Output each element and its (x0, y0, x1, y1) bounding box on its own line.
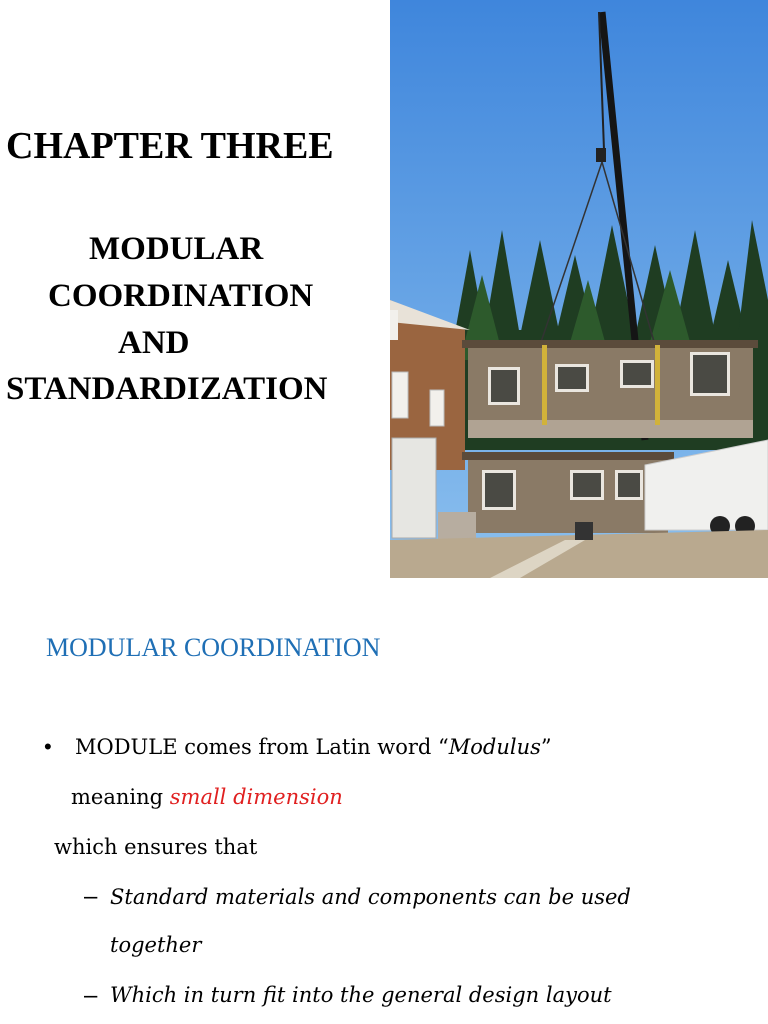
ensures-line: which ensures that (54, 835, 258, 859)
dash-icon: – (84, 883, 98, 910)
small-dimension-highlight: small dimension (169, 785, 343, 809)
sub-item-b: Which in turn fit into the general design layout (110, 983, 612, 1007)
subtitle-line-4: STANDARDIZATION (6, 371, 328, 407)
line1-suffix: ” (540, 735, 552, 759)
chapter-title: CHAPTER THREE (6, 125, 334, 167)
subtitle-line-1: MODULAR (89, 231, 264, 267)
sub-item-a-line-1: Standard materials and components can be used (110, 885, 631, 909)
module-definition-line (75, 735, 552, 759)
meaning-line (71, 785, 343, 809)
title-block (0, 0, 390, 578)
subtitle-line-3: AND (118, 325, 190, 361)
modular-house-photo (390, 0, 768, 578)
bullet-icon: • (44, 734, 52, 759)
line1-prefix: MODULE comes from Latin word “ (75, 735, 449, 759)
dash-icon: – (84, 982, 98, 1009)
meaning-prefix: meaning (71, 785, 170, 809)
section-heading: MODULAR COORDINATION (46, 633, 381, 662)
latin-word: Modulus (448, 735, 541, 759)
sub-item-a-line-2: together (110, 933, 202, 957)
subtitle-line-2: COORDINATION (48, 278, 314, 314)
content-slide (0, 578, 768, 1024)
